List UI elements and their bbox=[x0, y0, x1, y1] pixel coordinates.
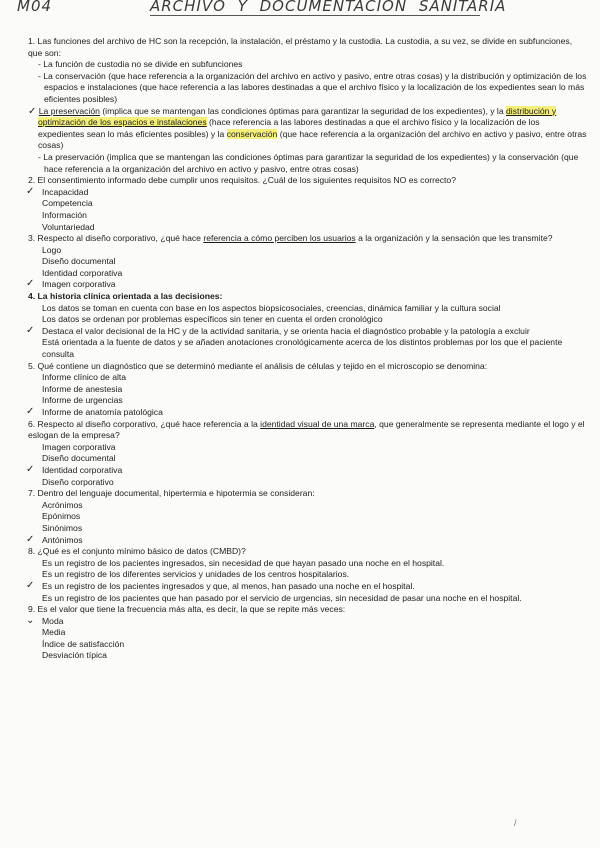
answer-option: Los datos se ordenan por problemas específicos sin tener en cuenta el orden cronológico bbox=[42, 314, 383, 325]
question-5 bbox=[28, 361, 588, 419]
answer-option: Índice de satisfacción bbox=[42, 638, 125, 649]
answer-option: Los datos se toman en cuenta con base en los aspectos biopsicosociales, creencias, dinámica familiar y la cultura social bbox=[42, 302, 501, 313]
question-stem: 1. Las funciones del archivo de HC son la recepción, la instalación, el préstamo y la custodia. La custodia, a su vez, se divide en subfunciones, que son: bbox=[28, 36, 573, 58]
question-stem: 6. Respecto al diseño corporativo, ¿qué hace referencia a la identidad visual de una marca, que generalmente se representa mediante el logo y el eslogan de la empresa? bbox=[28, 418, 585, 441]
question-stem: 8. ¿Qué es el conjunto mínimo básico de datos (CMBD)? bbox=[28, 546, 246, 557]
checkmark-icon: ✓ bbox=[26, 278, 35, 290]
answer-option: Informe de urgencias bbox=[42, 395, 123, 406]
answer-option: - La preservación (implica que se mantengan las condiciones óptimas para garantizar la seguridad de los expedientes) y la conservación (que hace referencia a la organización del archivo en activo y pasivo, entre otras cosas) bbox=[38, 151, 579, 174]
answer-option: Epónimos bbox=[42, 511, 81, 522]
checkmark-icon: ✓ bbox=[26, 533, 35, 545]
checkmark-icon: ✓ bbox=[26, 579, 35, 591]
question-stem: 3. Respecto al diseño corporativo, ¿qué hace referencia a cómo perciben los usuarios a la organización y la sensación que les transmite? bbox=[28, 233, 553, 244]
document-title: ARCHIVO Y DOCUMENTACION SANITARIA bbox=[150, 0, 507, 15]
question-7 bbox=[28, 488, 588, 546]
exam-content bbox=[28, 36, 588, 662]
checkmark-icon: ✓ bbox=[26, 324, 35, 336]
question-1 bbox=[28, 36, 588, 175]
answer-option-correct: ✓ La preservación (implica que se mantengan las condiciones óptimas para garantizar la seguridad de los expedientes), y la distribución y optimización de los espacios e instalaciones (hace referencia a las labores destinadas a que el archivo físico y la localización de los expedientes sean lo más eficientes posibles) y la conservación (que hace referencia a la organización del archivo en activo y pasivo, entre otras cosas) bbox=[28, 105, 587, 151]
answer-option-correct: ⌄ Moda bbox=[26, 614, 64, 626]
answer-option: Logo bbox=[42, 244, 62, 255]
answer-option: Imagen corporativa bbox=[42, 441, 116, 452]
checkmark-icon: ✓ bbox=[28, 105, 37, 117]
answer-option: - La función de custodia no se divide en subfunciones bbox=[38, 59, 243, 70]
page-header bbox=[0, 0, 600, 34]
question-9 bbox=[28, 604, 588, 662]
answer-option-correct: ✓ Destaca el valor decisional de la HC y de la actividad sanitaria, y se orienta hacia el diagnóstico probable y la patología a excluir bbox=[26, 324, 530, 336]
answer-option: Acrónimos bbox=[42, 499, 83, 510]
question-4-options bbox=[28, 303, 588, 361]
answer-option: Identidad corporativa bbox=[42, 267, 123, 278]
answer-option: Es un registro de los pacientes ingresados, sin necesidad de que hayan pasado una noche en el hospital. bbox=[42, 557, 445, 568]
answer-option: Es un registro de los pacientes que han pasado por el servicio de urgencias, sin necesidad de pasar una noche en el hospital. bbox=[42, 592, 522, 603]
question-stem: 2. El consentimiento informado debe cumplir unos requisitos. ¿Cuál de los siguientes requisitos NO es correcto? bbox=[28, 175, 456, 186]
question-2 bbox=[28, 175, 588, 233]
module-code: M04 bbox=[17, 0, 53, 15]
answer-option-correct: ✓ Identidad corporativa bbox=[26, 463, 123, 475]
answer-option: Competencia bbox=[42, 198, 93, 209]
answer-option-correct: ✓ Es un registro de los pacientes ingresados y que, al menos, han pasado una noche en el hospital. bbox=[26, 579, 415, 591]
answer-option-correct: ✓ Incapacidad bbox=[26, 185, 89, 197]
answer-option: Es un registro de los diferentes servicios y unidades de los centros hospitalarios. bbox=[42, 569, 350, 580]
question-stem: 7. Dentro del lenguaje documental, hipertermia e hipotermia se consideran: bbox=[28, 488, 315, 499]
checkmark-icon: ✓ bbox=[26, 185, 35, 197]
answer-option-correct: ✓ Imagen corporativa bbox=[26, 278, 116, 290]
answer-option: Información bbox=[42, 209, 87, 220]
answer-option: Está orientada a la fuente de datos y se añaden anotaciones cronológicamente acerca de los distintos problemas por los que el paciente consulta bbox=[42, 337, 563, 360]
answer-option: Diseño documental bbox=[42, 453, 116, 464]
question-stem: 9. Es el valor que tiene la frecuencia más alta, es decir, la que se repite más veces: bbox=[28, 604, 346, 615]
answer-option: Diseño corporativo bbox=[42, 476, 114, 487]
answer-option: Sinónimos bbox=[42, 522, 83, 533]
answer-option: - La conservación (que hace referencia a la organización del archivo en activo y pasivo, entre otras cosas) y la distribución y optimización de los espacios e instalaciones (que hace referencia a las labores destinadas a que el archivo físico y la localización de los expedientes sean lo más eficientes posibles) bbox=[38, 70, 587, 104]
question-8 bbox=[28, 546, 588, 604]
question-6 bbox=[28, 419, 588, 489]
pen-mark: / bbox=[514, 818, 517, 828]
answer-option-correct: ✓ Informe de anatomía patológica bbox=[26, 406, 163, 417]
question-stem: 5. Qué contiene un diagnóstico que se determinó mediante el análisis de células y tejido en el microscopio se denomina: bbox=[28, 360, 488, 371]
answer-option-correct: ✓ Antónimos bbox=[26, 533, 83, 545]
question-4 bbox=[28, 291, 588, 303]
answer-option: Informe clínico de alta bbox=[42, 372, 127, 383]
answer-option: Media bbox=[42, 627, 66, 638]
answer-option: Diseño documental bbox=[42, 256, 116, 267]
question-3 bbox=[28, 233, 588, 291]
title-underline bbox=[150, 15, 480, 16]
answer-option: Desviación típica bbox=[42, 650, 107, 661]
checkmark-icon: ✓ bbox=[26, 463, 35, 475]
question-stem: 4. La historia clínica orientada a las decisiones: bbox=[28, 291, 223, 302]
checkmark-icon: ✓ bbox=[26, 406, 35, 417]
answer-option: Voluntariedad bbox=[42, 221, 95, 232]
answer-option: Informe de anestesia bbox=[42, 383, 123, 394]
tick-icon: ⌄ bbox=[26, 614, 35, 626]
